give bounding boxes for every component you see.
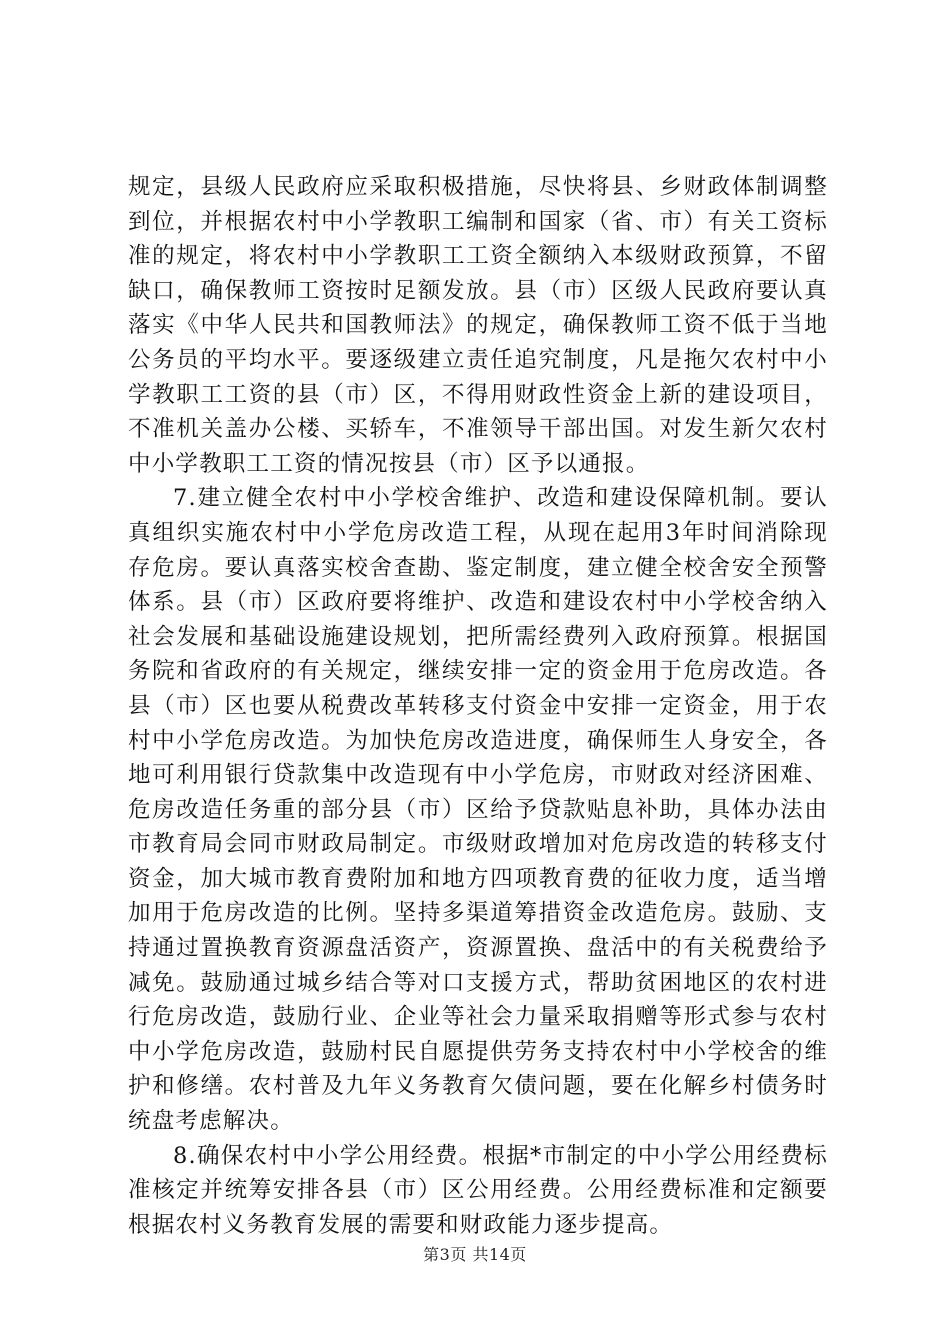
paragraph-item-7: 7.建立健全农村中小学校舍维护、改造和建设保障机制。要认真组织实施农村中小学危房改造工程，从现在起用3年时间消除现存危房。要认真落实校舍查勘、鉴定制度，建立健全校舍安全预警体系。县（市）区政府要将维护、改造和建设农村中小学校舍纳入社会发展和基础设施建设规划，把所需经费列入政府预算。根据国务院和省政府的有关规定，继续安排一定的资金用于危房改造。各县（市）区也要从税费改革转移支付资金中安排一定资金，用于农村中小学危房改造。为加快危房改造进度，确保师生人身安全，各地可利用银行贷款集中改造现有中小学危房，市财政对经济困难、危房改造任务重的部分县（市）区给予贷款贴息补助，具体办法由市教育局会同市财政局制定。市级财政增加对危房改造的转移支付资金，加大城市教育费附加和地方四项教育费的征收力度，适当增加用于危房改造的比例。坚持多渠道筹措资金改造危房。鼓励、支持通过置换教育资源盘活资产，资源置换、盘活中的有关税费给予减免。鼓励通过城乡结合等对口支援方式，帮助贫困地区的农村进行危房改造，鼓励行业、企业等社会力量采取捐赠等形式参与农村中小学危房改造，鼓励村民自愿提供劳务支持农村中小学校舍的维护和修缮。农村普及九年义务教育欠债问题，要在化解乡村债务时统盘考虑解决。 [128, 485, 828, 1135]
paragraph-continuation: 规定，县级人民政府应采取积极措施，尽快将县、乡财政体制调整到位，并根据农村中小学教职工编制和国家（省、市）有关工资标准的规定，将农村中小学教职工工资全额纳入本级财政预算，不留缺口，确保教师工资按时足额发放。县（市）区级人民政府要认真落实《中华人民共和国教师法》的规定，确保教师工资不低于当地公务员的平均水平。要逐级建立责任追究制度，凡是拖欠农村中小学教职工工资的县（市）区，不得用财政性资金上新的建设项目，不准机关盖办公楼、买轿车，不准领导干部出国。对发生新欠农村中小学教职工工资的情况按县（市）区予以通报。 [128, 174, 828, 477]
body-text [128, 170, 828, 1242]
page-footer: 第3页 共14页 [423, 1245, 527, 1264]
paragraph-item-8: 8.确保农村中小学公用经费。根据*市制定的中小学公用经费标准核定并统筹安排各县（市）区公用经费。公用经费标准和定额要根据农村义务教育发展的需要和财政能力逐步提高。 [128, 1142, 828, 1238]
